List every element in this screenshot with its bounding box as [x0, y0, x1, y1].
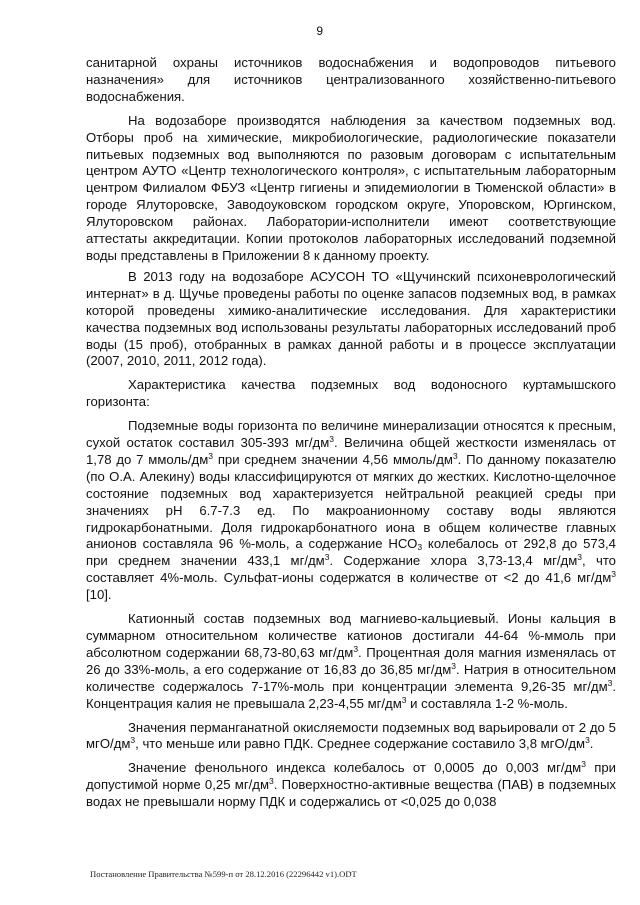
paragraph-horizon-heading: Характеристика качества подземных вод водоносного куртамышского горизонта: — [86, 377, 616, 410]
document-body — [86, 55, 616, 811]
paragraph-phenol: Значение фенольного индекса колебалось от 0,0005 до 0,003 $мг/дм^3$ при допустимой норме 0,25 $мг/дм^3$. Поверхностно-активные вещества (ПАВ) в подземных водах не превышали норму ПДК и содержались от <0,025 до 0,038 — [86, 759, 616, 810]
document-footer: Постановление Правительства №599-п от 28.12.2016 (22296442 v1).ODT — [90, 869, 357, 879]
paragraph-mineralization: Подземные воды горизонта по величине минерализации относятся к пресным, сухой остаток составил 305-393 $мг/дм^3$. Величина общей жесткости изменялась от 1,78 до 7 ммоль/$дм^3$ при среднем значении 4,56 ммоль/$дм^3$. По данному показателю (по О.А. Алекину) воды классифицируются от мягких до жестких. Кислотно-щелочное состояние подземных вод характеризуется нейтральной реакцией среды при значениях рН 6.7-7.3 ед. По макроанионному составу воды являются гидрокарбонатными. Доля гидрокарбонатного иона в общем количестве главных анионов составляла 96 %-моль, а содержание $НСО_3$ колебалось от 292,8 до 573,4 при среднем значении 433,1 $мг/дм^3$. Содержание хлора 3,73-13,4 $мг/дм^3$, что составляет 4%-моль. Сульфат-ионы содержатся в количестве от <2 до 41,6 $мг/дм^3$ [10]. — [86, 418, 617, 603]
page-number: 9 — [316, 24, 324, 38]
paragraph-2013-works: В 2013 году на водозаборе АСУСОН ТО «Щучинский психоневрологический интернат» в д. Щучье проведены работы по оценке запасов подземных вод, в рамках которой проведены химико-аналитические исследования. Для характеристики качества подземных вод использованы результаты лабораторных исследований проб воды (15 проб), отобранных в рамках данной работы и в процессе эксплуатации (2007, 2010, 2011, 2012 года). — [86, 268, 616, 369]
paragraph-cations: Катионный состав подземных вод магниево-кальциевый. Ионы кальция в суммарном относительном количестве катионов достигали 44-64 %-ммоль при абсолютном содержании 68,73-80,63 $мг/дм^3$. Процентная доля магния изменялась от 26 до 33%-моль, а его содержание от 16,83 до 36,85 $мг/дм^3$. Натрия в относительном количестве содержалось 7-17%-моль при концентрации элемента 9,26-35 $мг/дм^3$. Концентрация калия не превышала 2,23-4,55 $мг/дм^3$ и составляла 1-2 %-моль. — [86, 611, 616, 711]
paragraph-continuation: санитарной охраны источников водоснабжения и водопроводов питьевого назначения» для источников централизованного хозяйственно-питьевого водоснабжения. — [86, 55, 616, 104]
paragraph-monitoring: На водозаборе производятся наблюдения за качеством подземных вод. Отборы проб на химические, микробиологические, радиологические показатели питьевых подземных вод выполняются по разовым договорам с испытательным центром АУТО «Центр технологического контроля», с испытательным лабораторным центром Филиалом ФБУЗ «Центр гигиены и эпидемиологии в Тюменской области» в городе Ялуторовске, Заводоуковском городском округе, Упоровском, Юргинском, Ялуторовском районах. Лаборатории-исполнители имеют соответствующие аттестаты аккредитации. Копии протоколов лабораторных исследований подземной воды представлены в Приложении 8 к данному проекту. — [86, 112, 616, 263]
paragraph-permanganate: Значения перманганатной окисляемости подземных вод варьировали от 2 до 5 мгО/$дм^3$, что меньше или равно ПДК. Среднее содержание составило 3,8 мгО/$дм^3$. — [86, 719, 616, 752]
